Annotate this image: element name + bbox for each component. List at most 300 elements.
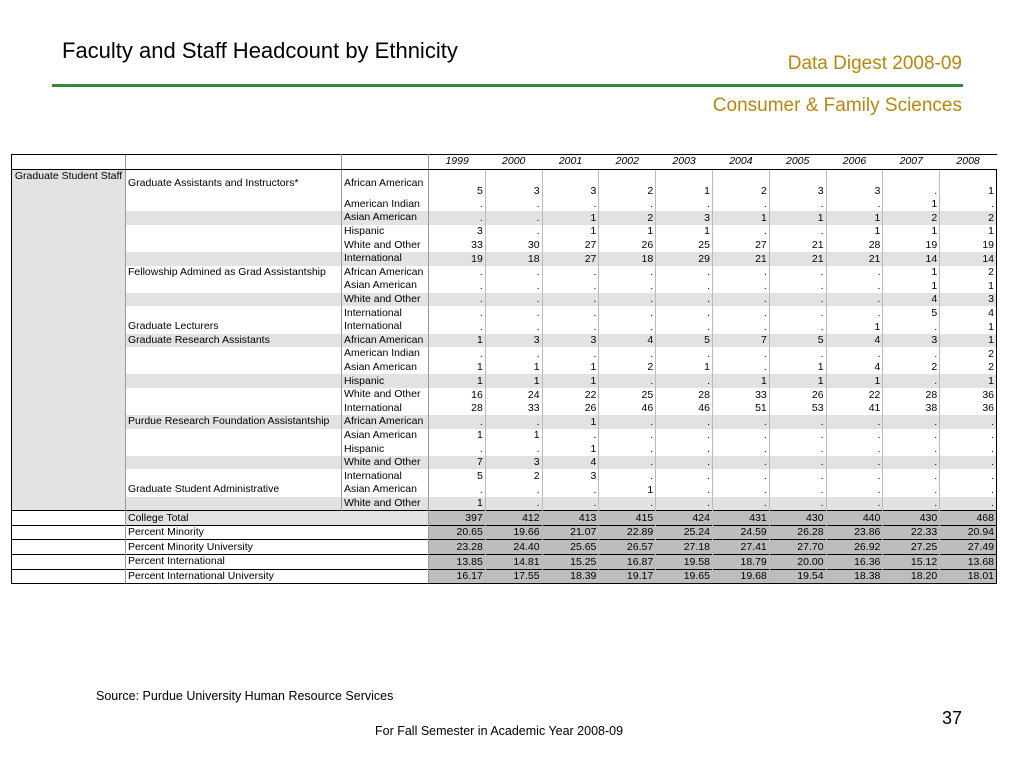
table-header-row [12,155,997,170]
value-cell: 1 [542,442,599,456]
summary-value-cell: 397 [429,511,486,526]
category-cell: Fellowship Admined as Grad Assistantship [126,266,342,280]
value-cell: . [656,266,713,280]
value-cell: . [769,347,826,361]
summary-value-cell: 27.49 [940,540,997,555]
table-row [12,211,997,225]
value-cell: 5 [429,169,486,198]
value-cell: . [656,456,713,470]
table-row [12,415,997,429]
category-cell [126,238,342,252]
value-cell: . [485,497,542,511]
value-cell: 1 [599,483,656,497]
value-cell: 4 [542,456,599,470]
summary-value-cell: 27.18 [656,540,713,555]
table-row [12,252,997,266]
year-header: 1999 [429,155,486,170]
category-cell: Graduate Assistants and Instructors* [126,169,342,198]
value-cell: . [769,198,826,212]
value-cell: . [599,429,656,443]
summary-value-cell: 27.41 [712,540,769,555]
value-cell: 18 [599,252,656,266]
year-header: 2000 [485,155,542,170]
value-cell: . [656,429,713,443]
value-cell: . [712,320,769,334]
value-cell: 14 [883,252,940,266]
summary-value-cell: 14.81 [485,555,542,570]
ethnicity-cell: International [342,402,429,416]
value-cell: . [656,374,713,388]
value-cell: 1 [542,211,599,225]
summary-value-cell: 22.89 [599,525,656,540]
value-cell: 21 [769,238,826,252]
value-cell: . [542,483,599,497]
summary-value-cell: 19.65 [656,569,713,584]
value-cell: . [712,483,769,497]
table-row [12,469,997,483]
table-row [12,402,997,416]
value-cell: . [599,279,656,293]
summary-value-cell: 24.40 [485,540,542,555]
ethnicity-cell: White and Other [342,456,429,470]
value-cell: . [883,347,940,361]
summary-value-cell: 16.87 [599,555,656,570]
value-cell: . [769,279,826,293]
value-cell: . [485,225,542,239]
value-cell: . [940,429,997,443]
value-cell: . [485,293,542,307]
summary-value-cell: 22.33 [883,525,940,540]
value-cell: . [599,442,656,456]
value-cell: . [429,306,486,320]
value-cell: . [542,293,599,307]
value-cell: 1 [656,225,713,239]
value-cell: . [485,211,542,225]
table-row [12,456,997,470]
value-cell: 2 [599,361,656,375]
value-cell: 1 [429,497,486,511]
value-cell: . [883,429,940,443]
value-cell: . [712,361,769,375]
ethnicity-cell: African American [342,415,429,429]
summary-label-cell: College Total [126,511,429,526]
group-label-cell: Graduate Student Staff [12,169,126,511]
summary-row [12,511,997,526]
value-cell: 3 [940,293,997,307]
value-cell: . [542,429,599,443]
value-cell: 3 [485,456,542,470]
value-cell: . [542,347,599,361]
value-cell: . [485,320,542,334]
table-row [12,497,997,511]
page-number: 37 [941,708,962,728]
value-cell: 1 [769,211,826,225]
value-cell: . [883,374,940,388]
value-cell: . [712,347,769,361]
value-cell: . [769,415,826,429]
value-cell: . [599,198,656,212]
value-cell: . [883,483,940,497]
value-cell: 1 [940,374,997,388]
value-cell: . [826,266,883,280]
table-row [12,429,997,443]
table-row [12,198,997,212]
value-cell: . [769,442,826,456]
ethnicity-cell: Asian American [342,279,429,293]
ethnicity-cell: African American [342,169,429,198]
value-cell: 3 [769,169,826,198]
value-cell: 3 [542,469,599,483]
summary-value-cell: 20.65 [429,525,486,540]
value-cell: . [542,198,599,212]
summary-value-cell: 25.65 [542,540,599,555]
table-row [12,334,997,348]
summary-row [12,525,997,540]
summary-value-cell: 24.59 [712,525,769,540]
value-cell: . [429,293,486,307]
value-cell: . [769,483,826,497]
value-cell: 16 [429,388,486,402]
value-cell: 26 [769,388,826,402]
value-cell: . [485,483,542,497]
value-cell: 3 [542,334,599,348]
ethnicity-cell: Asian American [342,483,429,497]
value-cell: 33 [429,238,486,252]
value-cell: 4 [940,306,997,320]
digest-label: Data Digest 2008-09 [787,53,962,74]
category-cell [126,361,342,375]
summary-value-cell: 19.17 [599,569,656,584]
category-cell: Graduate Lecturers [126,320,342,334]
value-cell: 28 [656,388,713,402]
ethnicity-cell: White and Other [342,293,429,307]
value-cell: 21 [712,252,769,266]
value-cell: . [429,211,486,225]
value-cell: . [542,497,599,511]
summary-value-cell: 27.70 [769,540,826,555]
value-cell: . [485,198,542,212]
value-cell: 26 [542,402,599,416]
value-cell: 41 [826,402,883,416]
summary-value-cell: 23.86 [826,525,883,540]
ethnicity-cell: Hispanic [342,442,429,456]
value-cell: 3 [542,169,599,198]
category-cell: Graduate Research Assistants [126,334,342,348]
value-cell: . [656,347,713,361]
value-cell: 1 [940,225,997,239]
value-cell: 26 [599,238,656,252]
value-cell: 2 [883,211,940,225]
table-row [12,279,997,293]
year-header: 2005 [769,155,826,170]
summary-label-cell: Percent Minority [126,525,429,540]
value-cell: . [656,320,713,334]
value-cell: . [940,415,997,429]
value-cell: . [485,442,542,456]
value-cell: 5 [656,334,713,348]
value-cell: . [712,306,769,320]
summary-value-cell: 18.20 [883,569,940,584]
value-cell: 1 [429,334,486,348]
header-blank-cell [12,155,126,170]
summary-value-cell: 13.85 [429,555,486,570]
value-cell: . [883,442,940,456]
summary-row [12,555,997,570]
table-row [12,361,997,375]
table-row [12,169,997,198]
value-cell: 21 [826,252,883,266]
summary-label-cell: Percent International [126,555,429,570]
category-cell [126,374,342,388]
table-body [12,155,997,584]
value-cell: . [485,415,542,429]
value-cell: . [712,293,769,307]
value-cell: . [826,293,883,307]
value-cell: 25 [599,388,656,402]
value-cell: 46 [599,402,656,416]
summary-value-cell: 20.00 [769,555,826,570]
summary-blank-cell [12,569,126,584]
value-cell: 1 [656,169,713,198]
value-cell: . [769,469,826,483]
value-cell: 1 [883,198,940,212]
value-cell: 14 [940,252,997,266]
summary-value-cell: 412 [485,511,542,526]
summary-value-cell: 18.79 [712,555,769,570]
value-cell: . [429,347,486,361]
year-header: 2007 [883,155,940,170]
ethnicity-cell: International [342,306,429,320]
ethnicity-cell: Asian American [342,361,429,375]
value-cell: 1 [826,225,883,239]
value-cell: 27 [542,238,599,252]
value-cell: 22 [542,388,599,402]
value-cell: . [656,497,713,511]
summary-value-cell: 21.07 [542,525,599,540]
value-cell: 2 [599,211,656,225]
value-cell: . [429,198,486,212]
value-cell: 1 [883,225,940,239]
ethnicity-cell: Asian American [342,429,429,443]
value-cell: 5 [883,306,940,320]
summary-value-cell: 19.54 [769,569,826,584]
value-cell: 36 [940,402,997,416]
value-cell: . [826,429,883,443]
value-cell: 1 [712,211,769,225]
value-cell: 1 [826,211,883,225]
summary-value-cell: 430 [769,511,826,526]
value-cell: . [826,306,883,320]
header-blank-cell [342,155,429,170]
category-cell: Purdue Research Foundation Assistantship [126,415,342,429]
value-cell: . [826,442,883,456]
value-cell: . [883,456,940,470]
value-cell: 1 [769,361,826,375]
value-cell: . [599,293,656,307]
value-cell: 1 [599,225,656,239]
value-cell: 24 [485,388,542,402]
value-cell: 46 [656,402,713,416]
category-cell [126,402,342,416]
summary-value-cell: 19.58 [656,555,713,570]
value-cell: 2 [940,361,997,375]
summary-blank-cell [12,540,126,555]
value-cell: 1 [485,361,542,375]
ethnicity-cell: White and Other [342,388,429,402]
value-cell: . [656,442,713,456]
value-cell: 25 [656,238,713,252]
ethnicity-cell: International [342,320,429,334]
value-cell: 1 [429,429,486,443]
value-cell: . [826,415,883,429]
table-row [12,293,997,307]
value-cell: . [599,374,656,388]
value-cell: . [599,266,656,280]
table-row [12,306,997,320]
value-cell: . [826,456,883,470]
value-cell: . [826,347,883,361]
value-cell: 30 [485,238,542,252]
ethnicity-cell: African American [342,334,429,348]
value-cell: . [883,497,940,511]
summary-value-cell: 413 [542,511,599,526]
ethnicity-cell: African American [342,266,429,280]
summary-value-cell: 16.17 [429,569,486,584]
value-cell: 21 [769,252,826,266]
value-cell: . [656,293,713,307]
value-cell: 33 [712,388,769,402]
value-cell: . [656,415,713,429]
value-cell: . [826,497,883,511]
value-cell: . [429,415,486,429]
table-row [12,388,997,402]
value-cell: 28 [883,388,940,402]
value-cell: . [656,279,713,293]
source-note: Source: Purdue University Human Resource Services [96,689,394,703]
value-cell: . [883,415,940,429]
value-cell: 5 [429,469,486,483]
value-cell: . [656,469,713,483]
department-label: Consumer & Family Sciences [712,95,962,116]
value-cell: 19 [940,238,997,252]
summary-value-cell: 17.55 [485,569,542,584]
summary-value-cell: 424 [656,511,713,526]
summary-row [12,569,997,584]
summary-value-cell: 18.38 [826,569,883,584]
value-cell: 4 [826,334,883,348]
value-cell: . [485,306,542,320]
summary-value-cell: 16.36 [826,555,883,570]
value-cell: 2 [712,169,769,198]
category-cell [126,469,342,483]
summary-value-cell: 431 [712,511,769,526]
value-cell: 3 [485,334,542,348]
value-cell: 4 [826,361,883,375]
value-cell: . [599,469,656,483]
category-cell [126,347,342,361]
value-cell: . [429,483,486,497]
value-cell: 3 [883,334,940,348]
value-cell: 2 [940,211,997,225]
header-blank-cell [126,155,342,170]
value-cell: . [712,456,769,470]
value-cell: . [769,306,826,320]
value-cell: 1 [940,320,997,334]
value-cell: 7 [712,334,769,348]
value-cell: 1 [542,415,599,429]
year-header: 2006 [826,155,883,170]
summary-value-cell: 18.01 [940,569,997,584]
summary-value-cell: 13.68 [940,555,997,570]
summary-value-cell: 19.68 [712,569,769,584]
category-cell [126,497,342,511]
value-cell: . [940,469,997,483]
value-cell: . [656,306,713,320]
header-rule [52,84,963,87]
category-cell [126,442,342,456]
summary-blank-cell [12,555,126,570]
category-cell [126,279,342,293]
value-cell: . [769,320,826,334]
summary-value-cell: 15.12 [883,555,940,570]
value-cell: . [599,320,656,334]
category-cell: Graduate Student Administrative [126,483,342,497]
page-title: Faculty and Staff Headcount by Ethnicity [62,38,458,63]
value-cell: 1 [429,361,486,375]
value-cell: 1 [542,374,599,388]
table-row [12,225,997,239]
value-cell: 3 [429,225,486,239]
summary-row [12,540,997,555]
footnote: For Fall Semester in Academic Year 2008-09 [375,724,624,738]
value-cell: . [599,497,656,511]
value-cell: 1 [826,374,883,388]
value-cell: 1 [485,374,542,388]
summary-blank-cell [12,525,126,540]
value-cell: 36 [940,388,997,402]
value-cell: . [599,456,656,470]
value-cell: . [769,497,826,511]
ethnicity-cell: International [342,252,429,266]
value-cell: 28 [429,402,486,416]
value-cell: 19 [429,252,486,266]
summary-value-cell: 440 [826,511,883,526]
ethnicity-cell: International [342,469,429,483]
table-row [12,266,997,280]
value-cell: . [940,198,997,212]
value-cell: . [712,198,769,212]
table-row [12,374,997,388]
value-cell: 27 [712,238,769,252]
value-cell: 1 [883,266,940,280]
value-cell: . [429,266,486,280]
value-cell: . [826,483,883,497]
value-cell: 1 [940,279,997,293]
value-cell: 28 [826,238,883,252]
table-row [12,238,997,252]
value-cell: . [940,497,997,511]
value-cell: . [485,347,542,361]
value-cell: 1 [542,361,599,375]
value-cell: 1 [656,361,713,375]
ethnicity-cell: American Indian [342,198,429,212]
value-cell: 1 [485,429,542,443]
value-cell: . [769,293,826,307]
summary-value-cell: 23.28 [429,540,486,555]
value-cell: . [599,415,656,429]
value-cell: 53 [769,402,826,416]
value-cell: 1 [940,334,997,348]
